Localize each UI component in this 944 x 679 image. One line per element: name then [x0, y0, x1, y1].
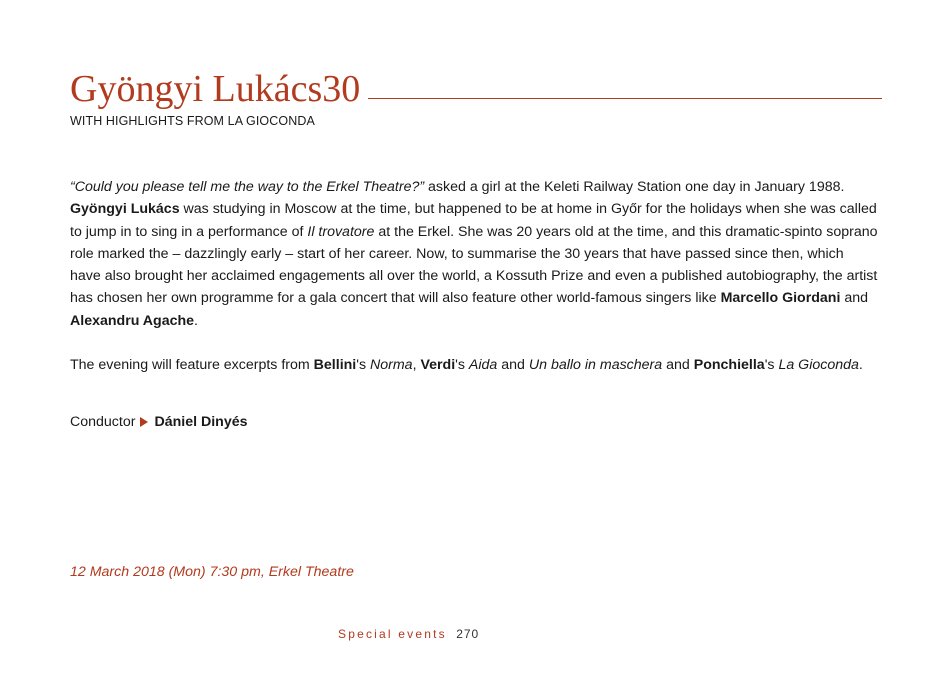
- page-subtitle: WITH HIGHLIGHTS FROM LA GIOCONDA: [70, 114, 315, 128]
- text-run: 's: [455, 357, 469, 374]
- text-run: and: [662, 357, 694, 374]
- artist-name: Gyöngyi Lukács: [70, 201, 180, 218]
- paragraph-programme: [70, 354, 878, 376]
- play-triangle-icon: [140, 417, 148, 427]
- text-run: ,: [412, 357, 421, 374]
- text-run: asked a girl at the Keleti Railway Station one day in January 1988.: [424, 179, 845, 195]
- composer-name: Ponchiella: [693, 357, 765, 374]
- text-run: was studying in Moscow at the time, but happened to be at home in Győr for the holidays when she was called to jump in to sing in a performance of: [70, 201, 877, 240]
- title-row: [70, 66, 882, 108]
- text-run: 's: [764, 357, 779, 374]
- page-title: Gyöngyi Lukács30: [70, 68, 361, 110]
- text-run: .: [858, 357, 863, 374]
- text-run: and: [497, 357, 529, 374]
- page-footer: [338, 627, 479, 641]
- text-run: and: [840, 290, 869, 307]
- footer-section: Special events: [338, 627, 447, 641]
- opera-title: Il trovatore: [307, 223, 375, 240]
- page-number: 270: [456, 627, 480, 641]
- composer-name: Verdi: [420, 357, 456, 374]
- text-run: The evening will feature excerpts from: [70, 357, 314, 374]
- title-rule: [368, 98, 882, 99]
- conductor-name: Dániel Dinyés: [154, 414, 248, 430]
- work-title: La Gioconda: [778, 357, 859, 374]
- text-run: 's: [356, 357, 370, 374]
- paragraph-intro: [70, 176, 878, 332]
- work-title: Norma: [370, 357, 413, 374]
- conductor-credit: [70, 411, 248, 433]
- event-datetime: 12 March 2018 (Mon) 7:30 pm, Erkel Theatre: [70, 564, 354, 580]
- quote: “Could you please tell me the way to the Erkel Theatre?”: [70, 179, 425, 195]
- composer-name: Bellini: [313, 357, 357, 374]
- singer-name: Alexandru Agache: [70, 312, 195, 329]
- singer-name: Marcello Giordani: [720, 290, 841, 307]
- work-title: Un ballo in maschera: [528, 357, 663, 374]
- work-title: Aida: [468, 357, 498, 374]
- conductor-label: Conductor: [70, 414, 136, 430]
- description: [70, 176, 878, 376]
- text-run: at the Erkel. She was 20 years old at the time, and this dramatic-spinto soprano role marked the – dazzlingly early – start of her career. Now, to summarise the 30 years that have passed since then, which have also brought her acclaimed engagements all over the world, a Kossuth Prize and even a published autobiography, the artist has chosen her own programme for a gala concert that will also feature other world-famous singers like: [70, 223, 878, 307]
- text-run: .: [194, 312, 198, 329]
